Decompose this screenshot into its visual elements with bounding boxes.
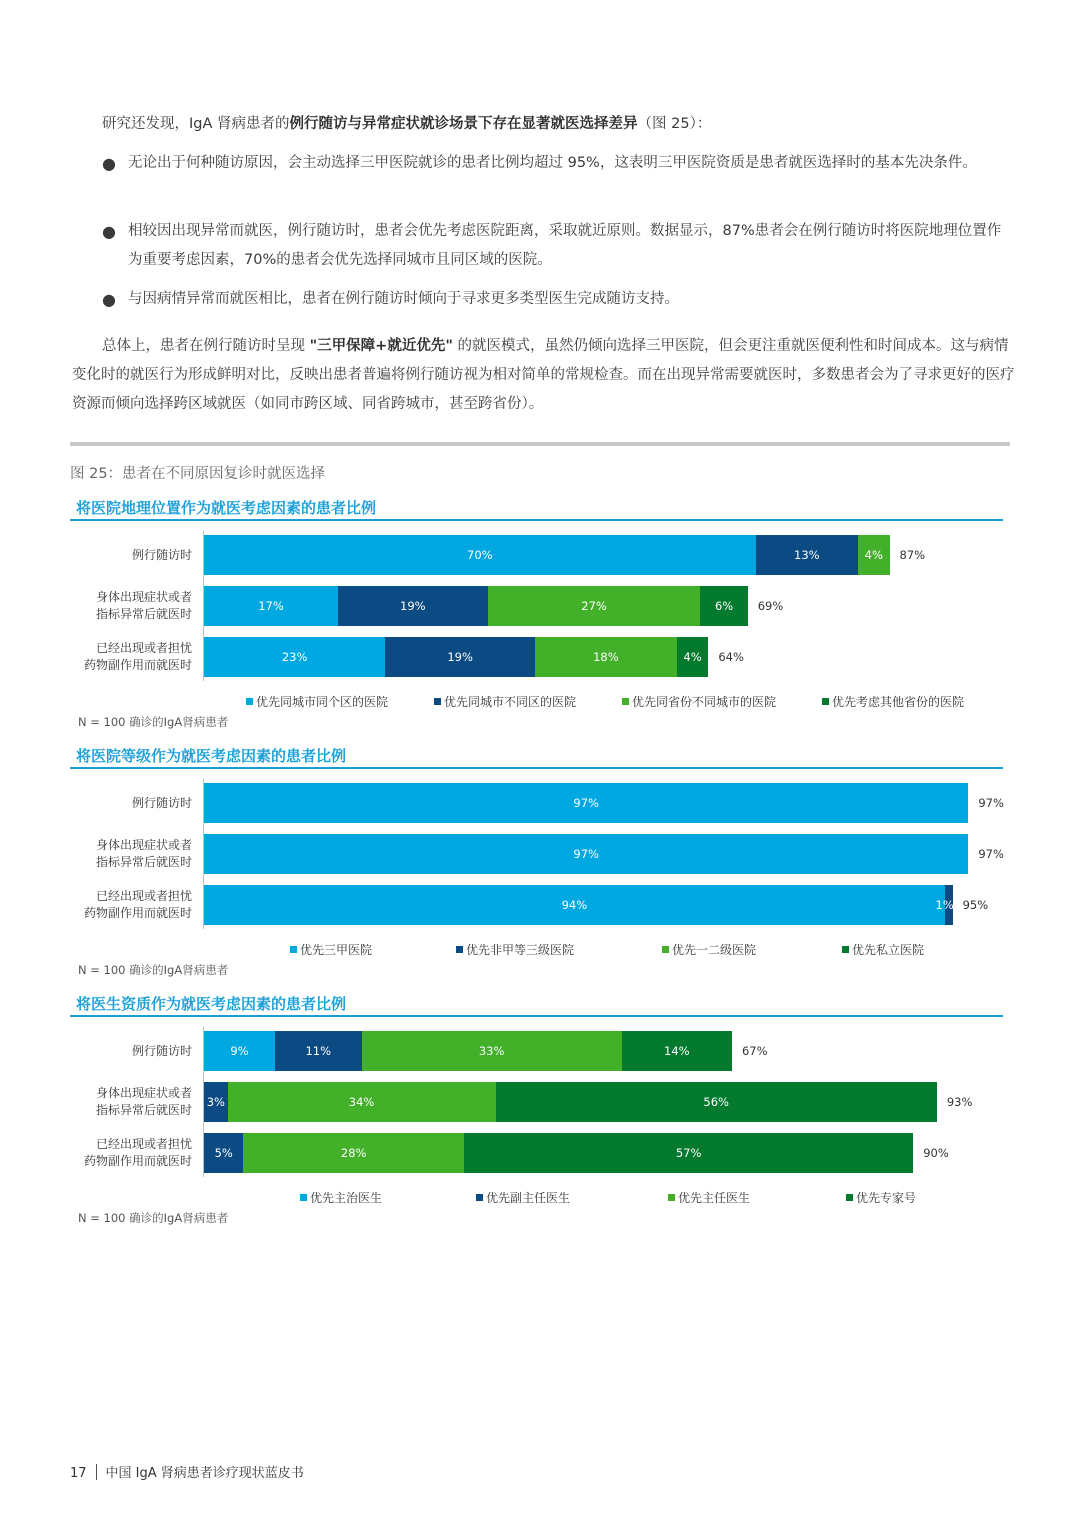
section-divider <box>70 442 1010 446</box>
row-label <box>74 888 192 922</box>
data-label: 56% <box>703 1095 729 1109</box>
data-label: 3% <box>206 1095 225 1109</box>
data-label: 57% <box>675 1146 702 1160</box>
bar-segment <box>243 1133 464 1173</box>
intro-emphasis: 例行随访与异常症状就诊场景下存在显著就医选择差异 <box>289 116 638 132</box>
sample-note: N = 100 确诊的IgA肾病患者 <box>78 1211 229 1225</box>
bar-segment <box>622 1031 732 1071</box>
data-label: 19% <box>447 650 473 664</box>
row-label <box>74 640 192 674</box>
total-label: 90% <box>923 1146 949 1160</box>
data-label: 70% <box>467 548 493 562</box>
chart-title: 将医院等级作为就医考虑因素的患者比例 <box>76 747 347 765</box>
row-label-line: 已经出现或者担忧 <box>95 889 192 903</box>
bar-segment <box>228 1082 496 1122</box>
bar-segment <box>385 637 535 677</box>
row-label-line: 药物副作用而就医时 <box>83 1154 192 1168</box>
row-label <box>74 837 192 871</box>
legend-item <box>842 941 924 958</box>
legend-item <box>434 693 576 710</box>
legend-label: 优先同省份不同城市的医院 <box>632 695 777 709</box>
bar-segment <box>204 586 338 626</box>
data-label: 4% <box>864 548 883 562</box>
total-label: 64% <box>718 650 744 664</box>
legend-label: 优先主治医生 <box>310 1191 383 1205</box>
row-label-line: 药物副作用而就医时 <box>83 658 192 672</box>
legend-label: 优先同城市同个区的医院 <box>256 695 389 709</box>
legend-swatch-icon <box>846 1194 853 1201</box>
total-label: 97% <box>978 796 1004 810</box>
data-label: 4% <box>683 650 702 664</box>
legend-swatch-icon <box>290 946 297 953</box>
data-label: 14% <box>664 1044 690 1058</box>
chart-title-rule <box>70 1015 1003 1017</box>
row-label <box>74 1043 192 1060</box>
bar-segment <box>535 637 677 677</box>
intro-text: 的就医模式，虽然仍倾向选择三甲医院，但会更注重就医便利性和时间成本。这与病情变化时的就医行为形成鲜明对比，反映出患者普遍将例行随访视为相对简单的常规检查。而在出现异常需要就医时，多数患者会为了寻求更好的医疗资源而倾向选择跨区域就医（如同市跨区域、同省跨城市，甚至跨省份）。 <box>72 338 1015 412</box>
row-label-line: 已经出现或者担忧 <box>95 641 192 655</box>
bar-segment <box>935 885 954 925</box>
row-label <box>74 589 192 623</box>
bar-segment <box>488 586 701 626</box>
legend-label: 优先同城市不同区的医院 <box>444 695 577 709</box>
legend-swatch-icon <box>842 946 849 953</box>
intro-paragraph-2 <box>72 332 1016 419</box>
data-label: 5% <box>214 1146 233 1160</box>
bullet-dot-icon: ● <box>102 154 116 173</box>
intro-emphasis: "三甲保障+就近优先" <box>309 338 453 354</box>
legend-label: 优先专家号 <box>856 1191 917 1205</box>
legend-item <box>662 941 756 958</box>
data-label: 11% <box>305 1044 332 1058</box>
legend-item <box>290 941 372 958</box>
intro-text: 研究还发现，IgA 肾病患者的 <box>102 116 290 132</box>
bullet-text: 无论出于何种随访原因，会主动选择三甲医院就诊的患者比例均超过 95%，这表明三甲医院资质是患者就医选择时的基本先决条件。 <box>128 155 977 171</box>
data-label: 94% <box>561 898 588 912</box>
data-label: 28% <box>340 1146 367 1160</box>
bar-segment <box>700 586 747 626</box>
bullet-dot-icon: ● <box>102 222 116 241</box>
legend-label: 优先副主任医生 <box>486 1191 571 1205</box>
row-label <box>74 1136 192 1170</box>
data-label: 9% <box>230 1044 249 1058</box>
footer-separator <box>96 1464 97 1480</box>
chart-title-rule <box>70 767 1003 769</box>
data-label: 33% <box>478 1044 505 1058</box>
row-label-line: 已经出现或者担忧 <box>95 1137 192 1151</box>
bar-segment <box>204 637 385 677</box>
chart-title-rule <box>70 519 1003 521</box>
row-label <box>74 795 192 812</box>
row-label-line: 指标异常后就医时 <box>95 855 192 869</box>
row-label-line: 身体出现症状或者 <box>95 838 192 852</box>
chart-title: 将医院地理位置作为就医考虑因素的患者比例 <box>76 499 377 517</box>
data-label: 34% <box>348 1095 375 1109</box>
bar-segment <box>275 1031 362 1071</box>
row-label-line: 指标异常后就医时 <box>95 1103 192 1117</box>
intro-text: 总体上，患者在例行随访时呈现 <box>102 338 305 354</box>
row-label-line: 例行随访时 <box>131 547 192 562</box>
intro-text: （图 25）： <box>637 116 712 132</box>
total-label: 69% <box>757 599 784 613</box>
bullet-text: 相较因出现异常而就医，例行随访时，患者会优先考虑医院距离，采取就近原则。数据显示，87%患者会在例行随访时将医院地理位置作为重要考虑因素，70%的患者会优先选择同城市且同区域的医院。 <box>128 223 1002 268</box>
bullet-text: 与因病情异常而就医相比，患者在例行随访时倾向于寻求更多类型医生完成随访支持。 <box>128 291 679 307</box>
data-label: 27% <box>581 599 607 613</box>
bar-segment <box>756 535 858 575</box>
bar-segment <box>677 637 709 677</box>
footer-title: 中国 IgA 肾病患者诊疗现状蓝皮书 <box>105 1466 304 1481</box>
page-footer <box>70 1462 304 1481</box>
legend-item <box>846 1189 916 1206</box>
legend-swatch-icon <box>456 946 463 953</box>
bar-segment <box>204 1133 243 1173</box>
legend-item <box>668 1189 750 1206</box>
legend-swatch-icon <box>662 946 669 953</box>
data-label: 13% <box>794 548 820 562</box>
sample-note: N = 100 确诊的IgA肾病患者 <box>78 963 229 977</box>
legend-label: 优先一二级医院 <box>672 943 757 957</box>
bar-segment <box>362 1031 622 1071</box>
total-label: 95% <box>962 898 989 912</box>
total-label: 97% <box>978 847 1004 861</box>
row-label-line: 例行随访时 <box>131 1043 192 1058</box>
legend-swatch-icon <box>476 1194 483 1201</box>
bullet-item <box>102 149 1014 178</box>
chart-title: 将医生资质作为就医考虑因素的患者比例 <box>76 995 347 1013</box>
legend-label: 优先三甲医院 <box>300 943 373 957</box>
legend-item <box>246 693 388 710</box>
data-label: 97% <box>573 796 599 810</box>
bar-segment <box>204 885 945 925</box>
row-label <box>74 1085 192 1119</box>
bar-segment <box>338 586 488 626</box>
legend-swatch-icon <box>434 698 441 705</box>
legend-label: 优先非甲等三级医院 <box>466 943 575 957</box>
bullet-dot-icon: ● <box>102 290 116 309</box>
bar-segment <box>464 1133 913 1173</box>
data-label: 19% <box>400 599 426 613</box>
sample-note: N = 100 确诊的IgA肾病患者 <box>78 715 229 729</box>
row-label-line: 身体出现症状或者 <box>95 590 192 604</box>
data-label: 6% <box>714 599 734 613</box>
row-label-line: 指标异常后就医时 <box>95 607 192 621</box>
row-label-line: 例行随访时 <box>131 795 192 810</box>
legend-label: 优先考虑其他省份的医院 <box>832 695 965 709</box>
legend-item <box>456 941 574 958</box>
bar-segment <box>204 1082 228 1122</box>
legend-item <box>476 1189 570 1206</box>
legend-swatch-icon <box>822 698 829 705</box>
total-label: 93% <box>946 1095 973 1109</box>
data-label: 18% <box>593 650 619 664</box>
legend-item <box>300 1189 382 1206</box>
bar-segment <box>496 1082 937 1122</box>
page-number: 17 <box>70 1466 87 1481</box>
figure-title: 图 25：患者在不同原因复诊时就医选择 <box>70 466 326 482</box>
row-label-line: 身体出现症状或者 <box>95 1086 192 1100</box>
bullet-item <box>102 217 1014 275</box>
bar-segment <box>204 783 968 823</box>
total-label: 87% <box>899 548 926 562</box>
legend-label: 优先私立医院 <box>852 943 925 957</box>
bar-segment <box>858 535 890 575</box>
row-label-line: 药物副作用而就医时 <box>83 906 192 920</box>
legend-swatch-icon <box>246 698 253 705</box>
legend-swatch-icon <box>668 1194 675 1201</box>
total-label: 67% <box>741 1044 768 1058</box>
bar-segment <box>204 834 968 874</box>
data-label: 1% <box>935 898 954 912</box>
intro-paragraph-1 <box>102 110 1014 139</box>
bullet-item <box>102 285 1014 314</box>
data-label: 97% <box>573 847 599 861</box>
row-label <box>74 547 192 564</box>
legend-item <box>622 693 776 710</box>
bar-segment <box>204 1031 275 1071</box>
legend-label: 优先主任医生 <box>678 1191 751 1205</box>
bar-segment <box>204 535 756 575</box>
data-label: 23% <box>281 650 308 664</box>
legend-swatch-icon <box>300 1194 307 1201</box>
legend-swatch-icon <box>622 698 629 705</box>
data-label: 17% <box>258 599 284 613</box>
legend-item <box>822 693 964 710</box>
